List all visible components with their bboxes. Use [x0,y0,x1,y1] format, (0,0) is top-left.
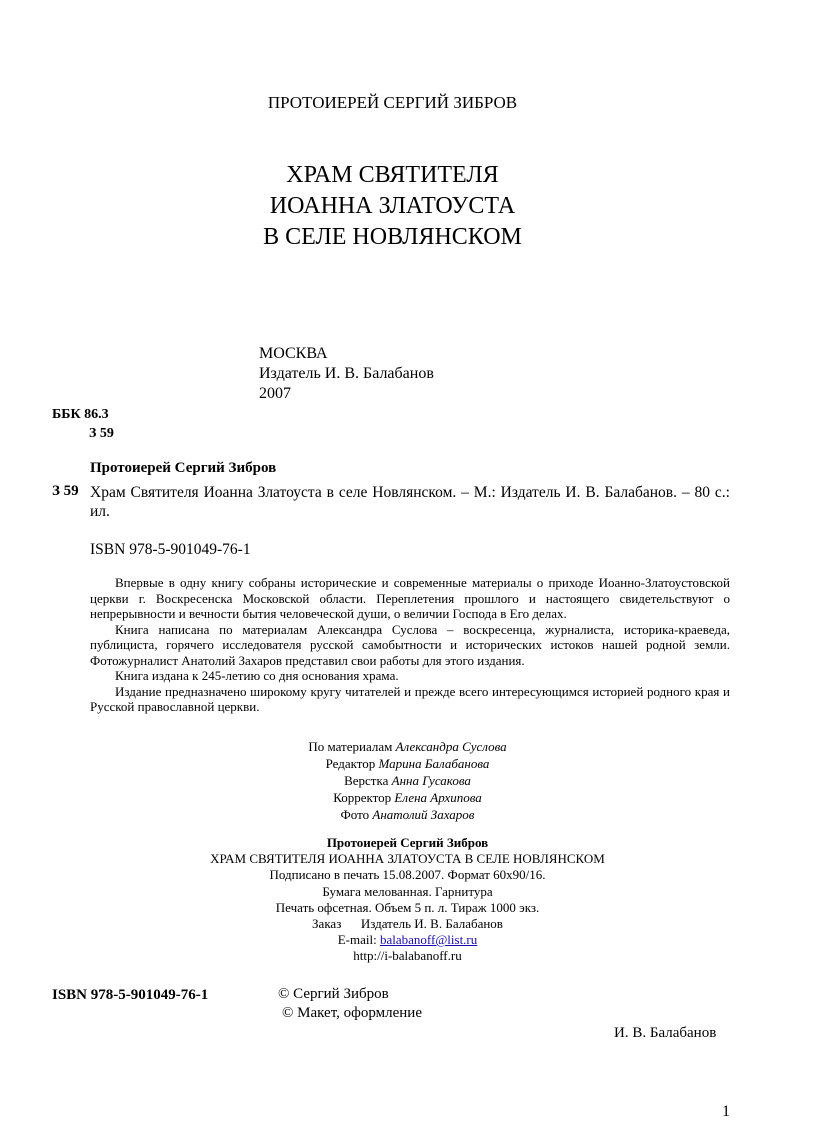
credit-role: Верстка [344,773,389,788]
bottom-isbn: ISBN 978-5-901049-76-1 [52,987,209,1003]
title-line: ИОАННА ЗЛАТОУСТА [269,193,516,219]
credit-name: Анатолий Захаров [372,807,475,822]
copyright-author: © Сергий Зибров [278,986,389,1002]
annotation-paragraph: Издание предназначено широкому кругу читателей и прежде всего интересующимся историей родного края и Русской православной церкви. [90,683,730,714]
publisher-city: МОСКВА [259,345,328,362]
author-mark: З 59 [89,426,114,441]
imprint-line: Печать офсетная. Объем 5 п. л. Тираж 1000 экз. [275,899,540,915]
title-line: В СЕЛЕ НОВЛЯНСКОМ [263,224,522,250]
imprint-order-line [0,916,815,932]
annotation-paragraph: Книга написана по материалам Александра Суслова – воскресенца, журналиста, историка-краеведа, публициста, горячего исследователя русской самобытности и исторических истоков нашей родной земли. Фотожурналист Анатолий Захаров представил свои работы для этого издания. [90,621,730,668]
credit-role: Корректор [333,790,392,805]
email-label: E-mail: [337,932,377,948]
credit-line [0,755,815,772]
bbk-classification [52,405,114,443]
book-title [0,160,785,253]
order-label: Заказ [312,916,342,932]
credit-line [0,772,815,789]
credit-role: По материалам [308,739,393,754]
author-header: ПРОТОИЕРЕЙ СЕРГИЙ ЗИБРОВ [267,93,518,112]
credit-name: Марина Балабанова [378,756,490,771]
imprint-email-line [0,932,815,948]
copyright-layout: © Макет, оформление [282,1005,422,1021]
credit-role: Фото [340,807,370,822]
copyright-publisher: И. В. Балабанов [614,1025,717,1041]
publisher-name: Издатель И. В. Балабанов [259,365,434,382]
imprint-author: Протоиерей Сергий Зибров [326,835,489,850]
card-description: Храм Святителя Иоанна Златоуста в селе Новлянском. – М.: Издатель И. В. Балабанов. – 80 с.: ил. [90,484,730,520]
order-value: Издатель И. В. Балабанов [360,916,503,932]
annotation [90,575,730,715]
imprint-line: Подписано в печать 15.08.2007. Формат 60х90/16. [269,867,546,883]
credit-name: Елена Архипова [394,790,482,805]
credit-line [0,789,815,806]
card-isbn: ISBN 978-5-901049-76-1 [90,541,251,558]
credit-role: Редактор [325,756,376,771]
imprint-title: ХРАМ СВЯТИТЕЛЯ ИОАННА ЗЛАТОУСТА В СЕЛЕ НОВЛЯНСКОМ [210,851,605,867]
imprint [0,835,815,965]
page-number: 1 [722,1103,730,1120]
email-link[interactable]: balabanoff@list.ru [379,932,478,948]
publisher-block [259,344,434,404]
annotation-paragraph: Книга издана к 245-летию со дня основания храма. [115,668,399,683]
credit-name: Анна Гусакова [391,773,471,788]
credit-name: Александра Суслова [395,739,507,754]
credit-line [0,738,815,755]
credit-line [0,806,815,823]
bbk-code: ББК 86.3 [52,407,109,422]
publication-year: 2007 [259,385,291,402]
card-author: Протоиерей Сергий Зибров [90,460,277,476]
annotation-paragraph: Впервые в одну книгу собраны исторические и современные материалы о приходе Иоанно-Златоустовской церкви г. Воскресенска Московской области. Переплетения прошлого и настоящего свидетельствуют о непрерывности и вечности бытия человеческой души, о величии Господа в Его делах. [90,575,730,621]
website-link[interactable]: http://i-balabanoff.ru [353,948,462,964]
imprint-line: Бумага мелованная. Гарнитура [322,883,493,899]
card-code: З 59 [52,483,79,499]
credits [0,738,815,823]
title-line: ХРАМ СВЯТИТЕЛЯ [286,162,499,188]
